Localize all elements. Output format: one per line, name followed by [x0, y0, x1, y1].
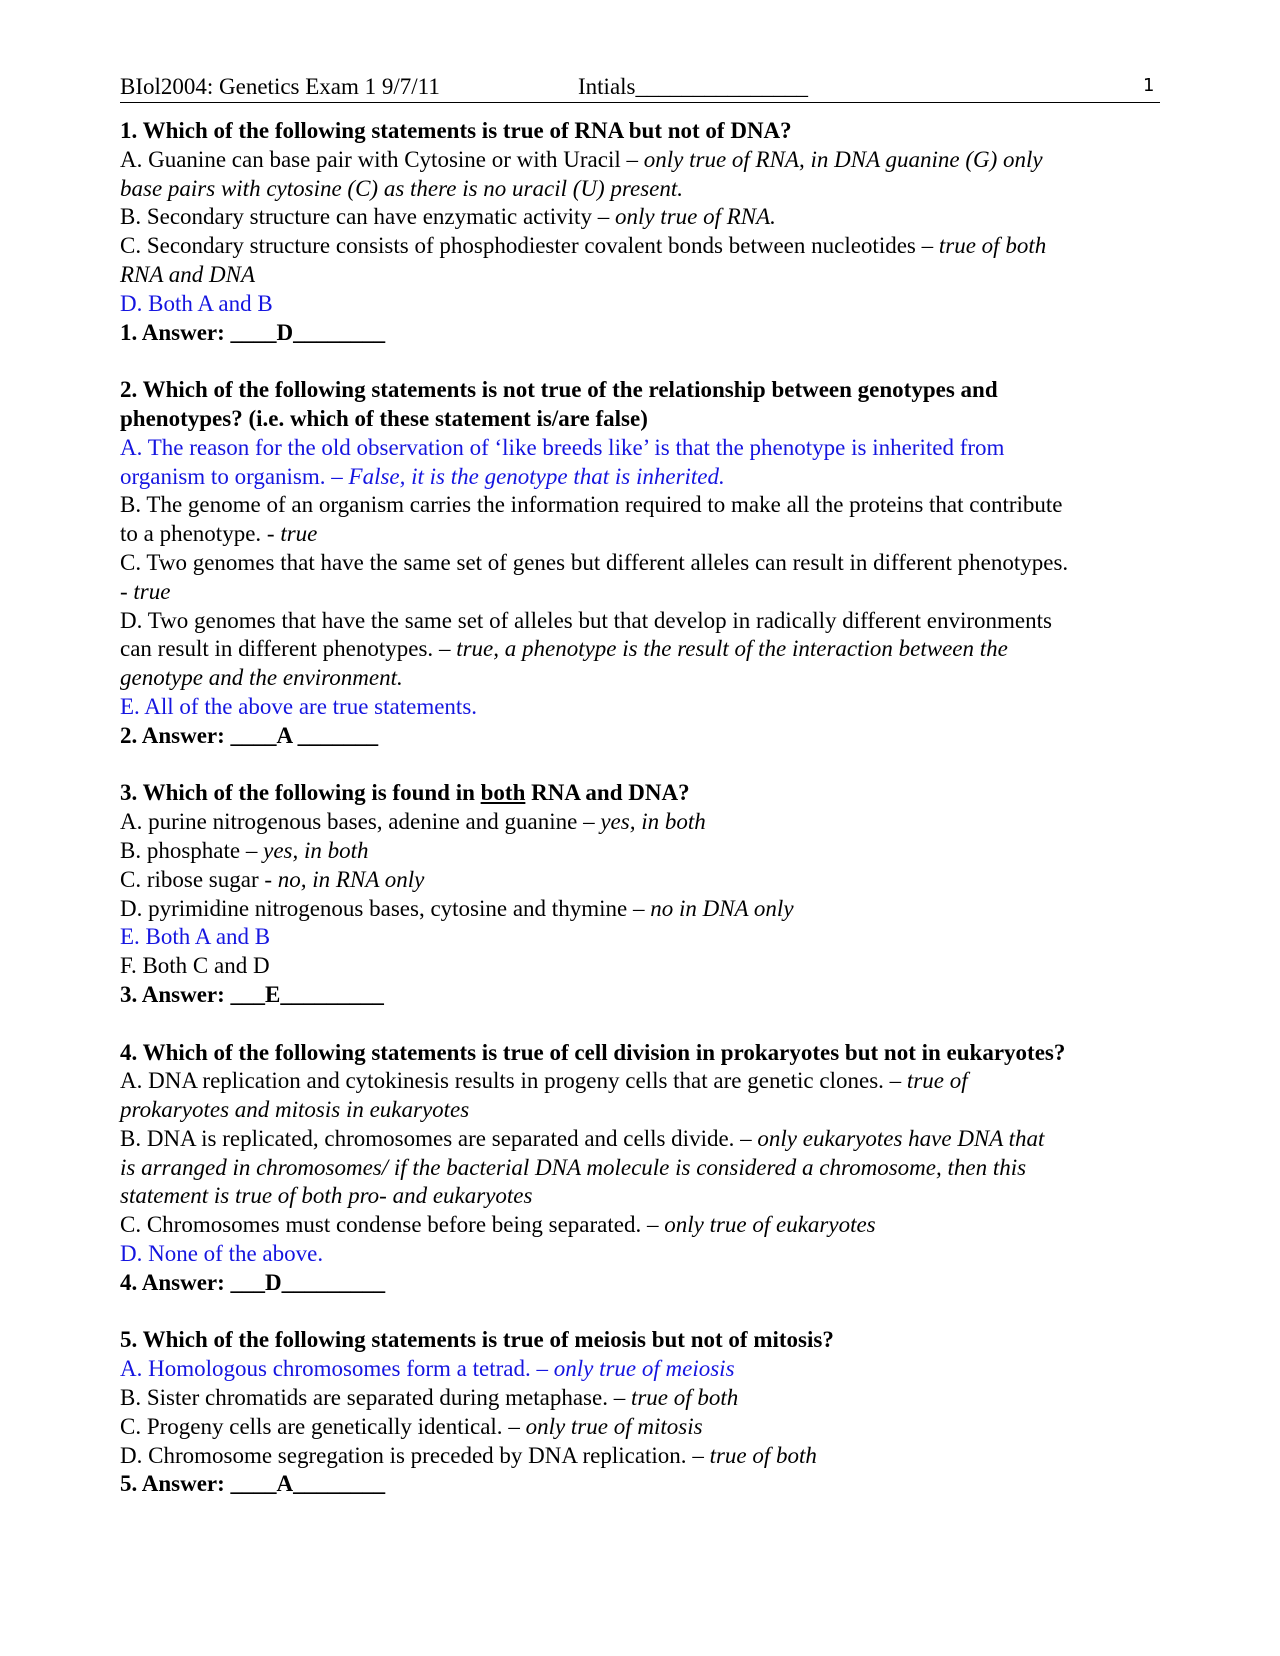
option-note: – yes, in both: [583, 809, 706, 835]
option-note: true: [280, 521, 318, 547]
option-d-correct: D. None of the above.: [120, 1241, 324, 1267]
page-header: [120, 72, 1160, 103]
stem-text: RNA and DNA?: [525, 780, 690, 806]
question-stem: phenotypes? (i.e. which of these statement is/are false): [120, 405, 648, 431]
option-text: B. Secondary structure can have enzymatic activity: [120, 204, 598, 230]
option-note: – only true of mitosis: [508, 1413, 703, 1439]
option-text: C. Progeny cells are genetically identical.: [120, 1413, 509, 1439]
option-text: A. DNA replication and cytokinesis results in progeny cells that are genetic clones.: [120, 1068, 890, 1094]
option-f: F. Both C and D: [120, 953, 270, 979]
option-text: C. ribose sugar: [120, 866, 265, 892]
question-4: [120, 1039, 1160, 1298]
option-note: - no, in RNA only: [264, 866, 425, 892]
option-c: C. Two genomes that have the same set of genes but different alleles can result in different phenotypes.: [120, 549, 1069, 575]
option-note: RNA and DNA: [120, 261, 256, 287]
option-d: D. Two genomes that have the same set of alleles but that develop in radically different environments: [120, 607, 1052, 633]
option-note: – true of both: [613, 1385, 739, 1411]
exam-page: [120, 72, 1160, 1499]
option-note: statement is true of both pro- and eukaryotes: [120, 1183, 533, 1209]
option-e-correct: E. Both A and B: [120, 924, 271, 950]
answer-line: 4. Answer: ___D_________: [120, 1269, 386, 1295]
question-2: [120, 376, 1160, 750]
option-b: [120, 203, 1160, 232]
option-note: - true: [120, 578, 171, 604]
option-text: C. Chromosomes must condense before being separated.: [120, 1212, 647, 1238]
option-d: [120, 1442, 1160, 1471]
option-a: [120, 146, 1160, 175]
option-c: [120, 1413, 1160, 1442]
option-text: B. Sister chromatids are separated during metaphase.: [120, 1385, 614, 1411]
option-text: C. Secondary structure consists of phosphodiester covalent bonds between nucleotides: [120, 233, 922, 259]
stem-text: 3. Which of the following is found in: [120, 780, 481, 806]
stem-emphasis: both: [480, 780, 526, 806]
option-text: to a phenotype. -: [120, 521, 281, 547]
option-note: is arranged in chromosomes/ if the bacterial DNA molecule is considered a chromosome, then this: [120, 1154, 1027, 1180]
option-d-correct: D. Both A and B: [120, 290, 273, 316]
option-note: – only true of eukaryotes: [646, 1212, 876, 1238]
option-note: – yes, in both: [245, 837, 369, 863]
option-note: – only true of RNA, in DNA guanine (G) only: [626, 146, 1043, 172]
option-d: [120, 895, 1160, 924]
question-5: [120, 1326, 1160, 1499]
option-note: genotype and the environment.: [120, 665, 403, 691]
question-3: [120, 779, 1160, 1009]
option-b: [120, 1384, 1160, 1413]
question-stem: 1. Which of the following statements is true of RNA but not of DNA?: [120, 118, 792, 143]
option-b: [120, 1125, 1160, 1154]
question-stem: 4. Which of the following statements is true of cell division in prokaryotes but not in eukaryotes?: [120, 1039, 1066, 1065]
option-d: [120, 635, 1160, 664]
page-number: 1: [1143, 75, 1155, 96]
option-text: A. Homologous chromosomes form a tetrad.: [120, 1356, 537, 1382]
answer-line: 1. Answer: ____D________: [120, 319, 386, 345]
option-e: E. All of the above are true statements.: [120, 693, 478, 719]
option-note: – only true of meiosis: [536, 1356, 735, 1382]
option-b: [120, 520, 1160, 549]
option-a-correct: A. The reason for the old observation of ‘like breeds like’ is that the phenotype is inherited from: [120, 434, 1005, 460]
option-a: [120, 1067, 1160, 1096]
answer-line: 5. Answer: ____A________: [120, 1471, 386, 1497]
option-text: can result in different phenotypes.: [120, 636, 439, 662]
answer-line: 2. Answer: ____A _______: [120, 722, 379, 748]
option-a: [120, 808, 1160, 837]
option-note: – only eukaryotes have DNA that: [740, 1125, 1045, 1151]
option-a-correct: [120, 1355, 1160, 1384]
option-note: – true of both: [921, 233, 1047, 259]
option-text: A. purine nitrogenous bases, adenine and guanine: [120, 809, 584, 835]
option-text: B. phosphate: [120, 837, 246, 863]
question-stem: [120, 779, 1160, 808]
option-c: [120, 1211, 1160, 1240]
question-1: [120, 117, 1160, 347]
option-b: B. The genome of an organism carries the information required to make all the proteins that contribute: [120, 492, 1063, 518]
exam-title: BIol2004: Genetics Exam 1 9/7/11: [120, 74, 440, 99]
option-a-correct: [120, 463, 1160, 492]
option-note: – no in DNA only: [632, 895, 794, 921]
option-text: D. Chromosome segregation is preceded by DNA replication.: [120, 1442, 693, 1468]
question-stem: 5. Which of the following statements is true of meiosis but not of mitosis?: [120, 1327, 834, 1353]
answer-line: 3. Answer: ___E_________: [120, 981, 384, 1007]
option-b: [120, 837, 1160, 866]
option-note: – true of: [889, 1068, 968, 1094]
option-note: prokaryotes and mitosis in eukaryotes: [120, 1097, 470, 1123]
option-text: B. DNA is replicated, chromosomes are separated and cells divide.: [120, 1125, 741, 1151]
option-text: organism to organism.: [120, 463, 332, 489]
option-text: D. pyrimidine nitrogenous bases, cytosine and thymine: [120, 895, 633, 921]
initials-field: Intials_______________: [578, 74, 808, 99]
option-note: – true, a phenotype is the result of the interaction between the: [438, 636, 1008, 662]
option-note: base pairs with cytosine (C) as there is no uracil (U) present.: [120, 175, 684, 201]
option-note: – true of both: [692, 1442, 817, 1468]
option-note: – only true of RNA.: [597, 204, 776, 230]
option-note: – False, it is the genotype that is inherited.: [331, 463, 725, 489]
option-text: A. Guanine can base pair with Cytosine or with Uracil: [120, 146, 627, 172]
question-stem: 2. Which of the following statements is not true of the relationship between genotypes and: [120, 377, 998, 403]
option-c: [120, 866, 1160, 895]
option-c: [120, 232, 1160, 261]
